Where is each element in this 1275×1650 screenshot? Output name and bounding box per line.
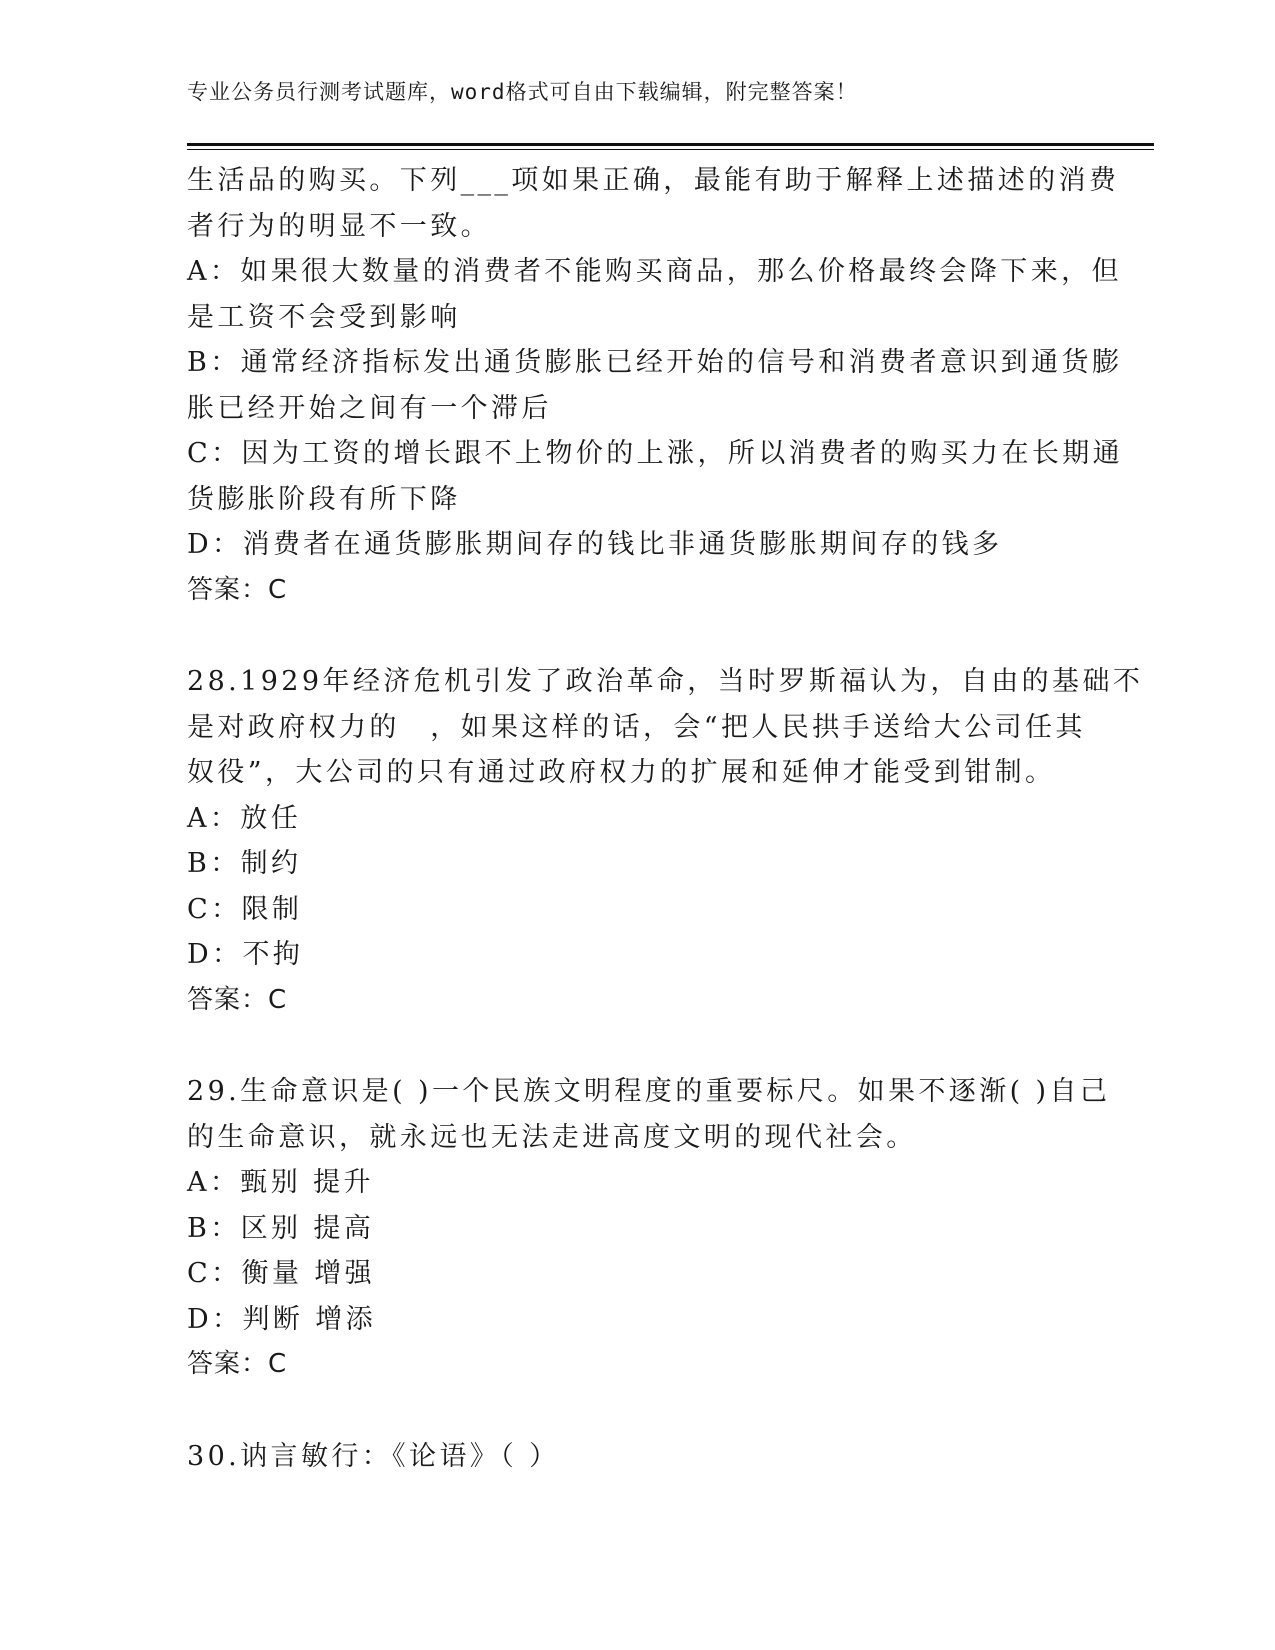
- option-d: D：不拘: [187, 939, 304, 970]
- option-b: B：区别 提高: [187, 1212, 375, 1244]
- question-stem-line: 30.讷言敏行：《论语》（ ）: [187, 1440, 560, 1472]
- option-c: C：衡量 增强: [187, 1258, 376, 1289]
- spacer: [187, 1388, 1087, 1434]
- spacer: [187, 613, 1087, 659]
- answer: 答案：C: [187, 1349, 288, 1379]
- question-content: [187, 158, 1144, 1479]
- spacer: [187, 1023, 1087, 1069]
- option-a: A：放任: [187, 802, 302, 834]
- option-a-continued: 是工资不会受到影响: [187, 301, 461, 333]
- option-b: B：通常经济指标发出通货膨胀已经开始的信号和消费者意识到通货膨: [187, 347, 1123, 378]
- question-30: [187, 1434, 1087, 1480]
- option-a: A：甄别 提升: [187, 1167, 374, 1198]
- option-c-continued: 货膨胀阶段有所下降: [187, 483, 461, 515]
- question-28: [187, 659, 1144, 1023]
- header-rule-thick: [187, 143, 1154, 146]
- answer: 答案：C: [187, 984, 288, 1015]
- question-stem-line: 28.1929年经济危机引发了政治革命，当时罗斯福认为，自由的基础不: [187, 666, 1144, 697]
- option-b: B：制约: [187, 848, 302, 879]
- question-stem-line: 29.生命意识是( )一个民族文明程度的重要标尺。如果不逐渐( )自己: [187, 1076, 1111, 1107]
- header-rule-thin: [187, 149, 1154, 150]
- option-a: A：如果很大数量的消费者不能购买商品，那么价格最终会降下来，但: [187, 256, 1122, 287]
- answer: 答案：C: [187, 574, 288, 605]
- option-b-continued: 胀已经开始之间有一个滞后: [187, 392, 552, 424]
- option-c: C：限制: [187, 893, 303, 925]
- page-header: 专业公务员行测考试题库，word格式可自由下载编辑，附完整答案！: [187, 80, 858, 104]
- question-29: [187, 1069, 1111, 1388]
- option-d: D：判断 增添: [187, 1303, 377, 1335]
- option-d: D：消费者在通货膨胀期间存的钱比非通货膨胀期间存的钱多: [187, 529, 1003, 560]
- question-stem-line: 的生命意识，就永远也无法走进高度文明的现代社会。: [187, 1121, 917, 1153]
- option-c: C：因为工资的增长跟不上物价的上涨，所以消费者的购买力在长期通: [187, 438, 1124, 469]
- question-stem-line: 生活品的购买。下列___项如果正确，最能有助于解释上述描述的消费: [187, 165, 1120, 196]
- question-stem-line: 是对政府权力的 ，如果这样的话，会“把人民拱手送给大公司任其: [187, 711, 1086, 743]
- question-27: [187, 158, 1124, 613]
- question-stem-line: 者行为的明显不一致。: [187, 210, 491, 242]
- question-stem-line: 奴役”，大公司的只有通过政府权力的扩展和延伸才能受到钳制。: [187, 757, 1056, 788]
